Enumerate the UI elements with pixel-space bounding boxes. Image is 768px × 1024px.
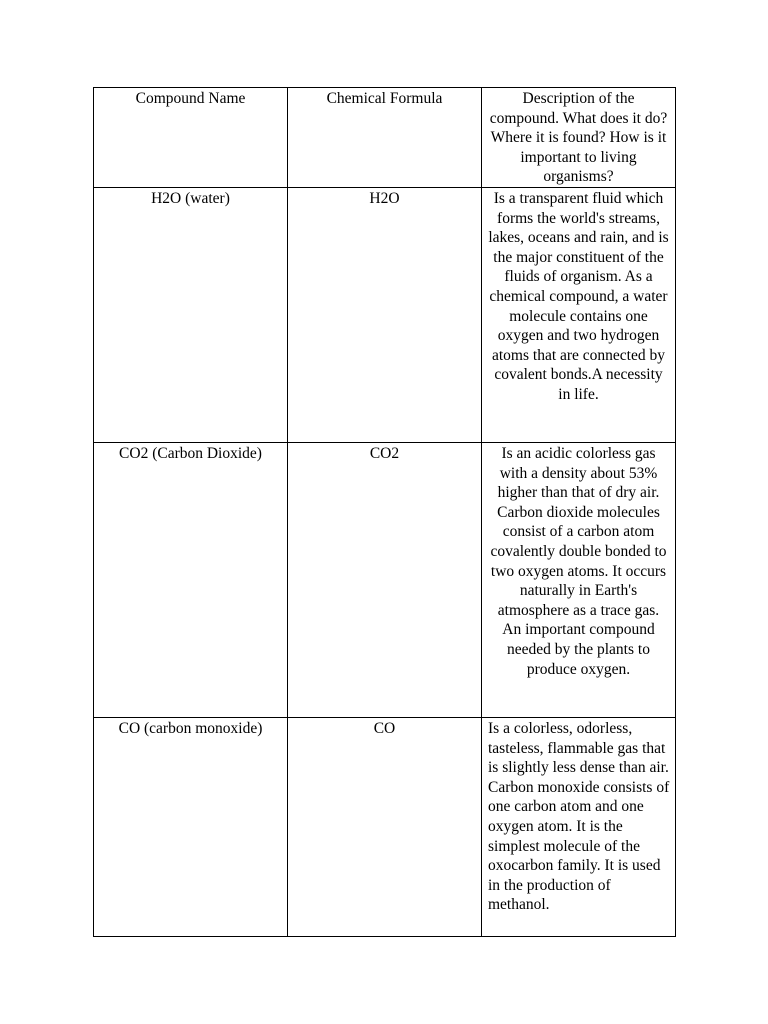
compound-description: Is an acidic colorless gas with a density about 53% higher than that of dry air. Carbon dioxide molecules consist of a carbon atom covalently double bonded to two oxygen atoms. It occurs naturally in Earth's atmosphere as a trace gas. An important compound needed by the plants to produce oxygen.: [490, 444, 667, 678]
compound-name: CO2 (Carbon Dioxide): [119, 444, 262, 462]
description-cell: [482, 717, 676, 936]
header-label: Description of the compound. What does it do? Where it is found? How is it important to living organisms?: [489, 90, 668, 186]
chemical-formula: CO: [373, 719, 396, 737]
compound-description: Is a colorless, odorless, tasteless, flammable gas that is slightly less dense than air. Carbon monoxide consists of one carbon atom and one oxygen atom. It is the simplest molecule of the oxocarbon family. It is used in the production of methanol.: [488, 719, 670, 914]
compound-table: [93, 87, 676, 937]
header-cell-chemical-formula: [288, 88, 482, 188]
header-label: Compound Name: [135, 90, 246, 107]
compound-description: Is a transparent fluid which forms the world's streams, lakes, oceans and rain, and is the major constituent of the fluids of organism. As a chemical compound, a water molecule contains one oxygen and two hydrogen atoms that are connected by covalent bonds.A necessity in life.: [488, 189, 669, 403]
chemical-formula-cell: [288, 442, 482, 717]
compound-name-cell: [94, 442, 288, 717]
chemical-formula-cell: [288, 187, 482, 442]
compound-name-cell: [94, 717, 288, 936]
table-row: [94, 442, 676, 717]
description-cell: [482, 187, 676, 442]
chemical-formula: H2O: [369, 189, 400, 207]
compound-name: H2O (water): [151, 189, 230, 207]
header-cell-description: [482, 88, 676, 188]
header-label: Chemical Formula: [326, 90, 443, 107]
chemical-formula-cell: [288, 717, 482, 936]
table-row: [94, 717, 676, 936]
chemical-formula: CO2: [369, 444, 400, 462]
table-header-row: [94, 88, 676, 188]
compound-name: CO (carbon monoxide): [118, 719, 263, 737]
header-cell-compound-name: [94, 88, 288, 188]
compound-name-cell: [94, 187, 288, 442]
table-row: [94, 187, 676, 442]
description-cell: [482, 442, 676, 717]
